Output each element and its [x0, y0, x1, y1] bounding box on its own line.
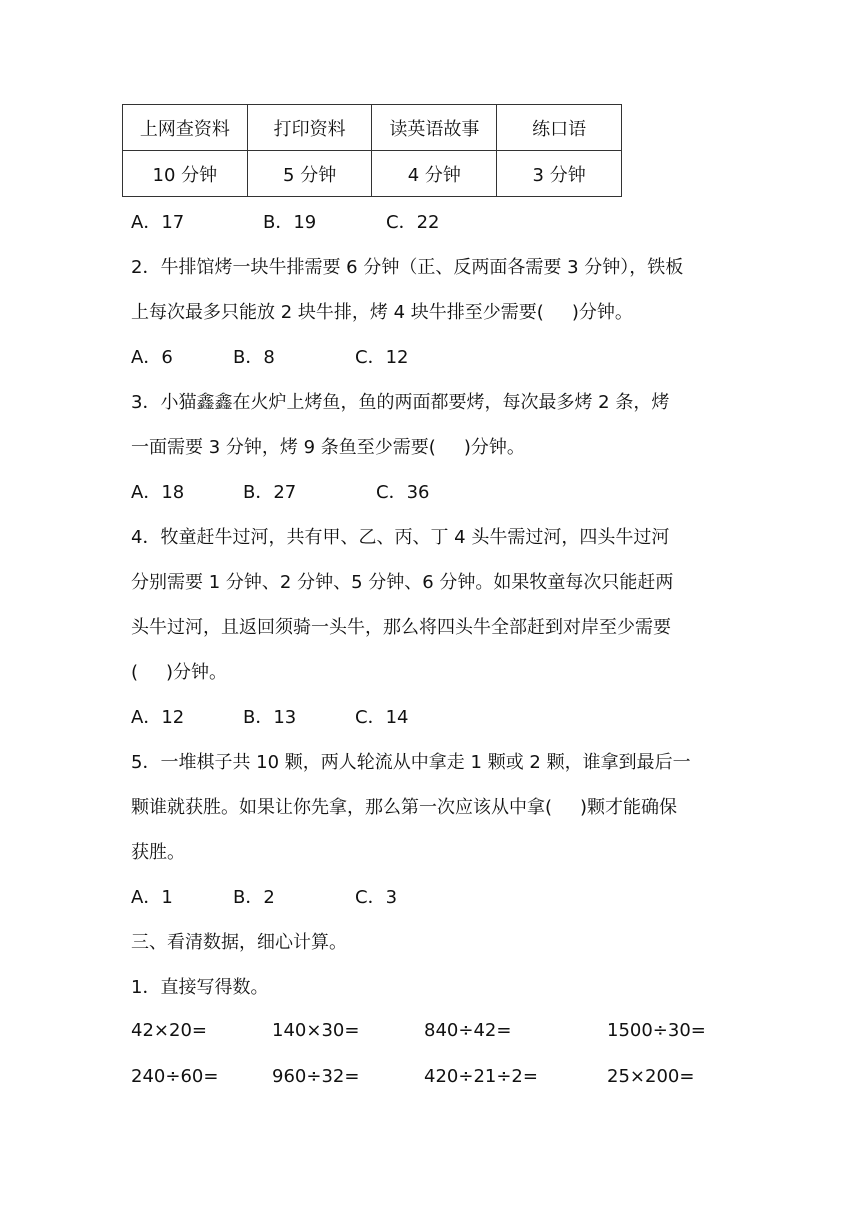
section-3-subtitle: 1．直接写得数。 — [131, 977, 269, 998]
table-header-row — [123, 105, 622, 151]
option-a: A．6 — [131, 347, 173, 368]
table-cell: 10 分钟 — [123, 151, 248, 197]
q2-line-2: 上每次最多只能放 2 块牛排，烤 4 块牛排至少需要( )分钟。 — [131, 302, 633, 323]
calc-item: 140×30= — [272, 1020, 360, 1041]
q3-line-2: 一面需要 3 分钟，烤 9 条鱼至少需要( )分钟。 — [131, 437, 525, 458]
calc-item: 420÷21÷2= — [424, 1066, 538, 1087]
table-cell: 5 分钟 — [247, 151, 372, 197]
q4-line-1: 4．牧童赶牛过河，共有甲、乙、丙、丁 4 头牛需过河，四头牛过河 — [131, 527, 670, 548]
table-cell: 上网查资料 — [123, 105, 248, 151]
option-b: B．27 — [243, 482, 297, 503]
q4-line-3: 头牛过河，且返回须骑一头牛，那么将四头牛全部赶到对岸至少需要 — [131, 617, 671, 638]
option-a: A．18 — [131, 482, 185, 503]
q3-line-1: 3．小猫鑫鑫在火炉上烤鱼，鱼的两面都要烤，每次最多烤 2 条，烤 — [131, 392, 670, 413]
option-c: C．3 — [355, 887, 398, 908]
table-cell: 3 分钟 — [497, 151, 622, 197]
option-a: A．1 — [131, 887, 173, 908]
option-b: B．2 — [233, 887, 275, 908]
option-b: B．13 — [243, 707, 297, 728]
q2-line-1: 2．牛排馆烤一块牛排需要 6 分钟（正、反两面各需要 3 分钟），铁板 — [131, 257, 684, 278]
section-3-title: 三、看清数据，细心计算。 — [131, 932, 347, 953]
option-b: B．8 — [233, 347, 275, 368]
q5-line-3: 获胜。 — [131, 842, 185, 863]
calc-item: 240÷60= — [131, 1066, 219, 1087]
option-b: B．19 — [263, 212, 317, 233]
q5-line-1: 5．一堆棋子共 10 颗，两人轮流从中拿走 1 颗或 2 颗，谁拿到最后一 — [131, 752, 691, 773]
option-a: A．17 — [131, 212, 185, 233]
table-cell: 练口语 — [497, 105, 622, 151]
q5-line-2: 颗谁就获胜。如果让你先拿，那么第一次应该从中拿( )颗才能确保 — [131, 797, 678, 818]
option-c: C．12 — [355, 347, 409, 368]
q4-line-2: 分别需要 1 分钟、2 分钟、5 分钟、6 分钟。如果牧童每次只能赶两 — [131, 572, 674, 593]
option-c: C．36 — [376, 482, 430, 503]
calc-item: 42×20= — [131, 1020, 207, 1041]
task-time-table — [122, 104, 622, 197]
calc-item: 25×200= — [607, 1066, 695, 1087]
option-c: C．14 — [355, 707, 409, 728]
option-a: A．12 — [131, 707, 185, 728]
table-cell: 读英语故事 — [372, 105, 497, 151]
table-cell: 4 分钟 — [372, 151, 497, 197]
table-value-row — [123, 151, 622, 197]
calc-item: 1500÷30= — [607, 1020, 706, 1041]
table-cell: 打印资料 — [247, 105, 372, 151]
q4-line-4: ( )分钟。 — [131, 662, 228, 683]
option-c: C．22 — [386, 212, 440, 233]
calc-item: 960÷32= — [272, 1066, 360, 1087]
calc-item: 840÷42= — [424, 1020, 512, 1041]
